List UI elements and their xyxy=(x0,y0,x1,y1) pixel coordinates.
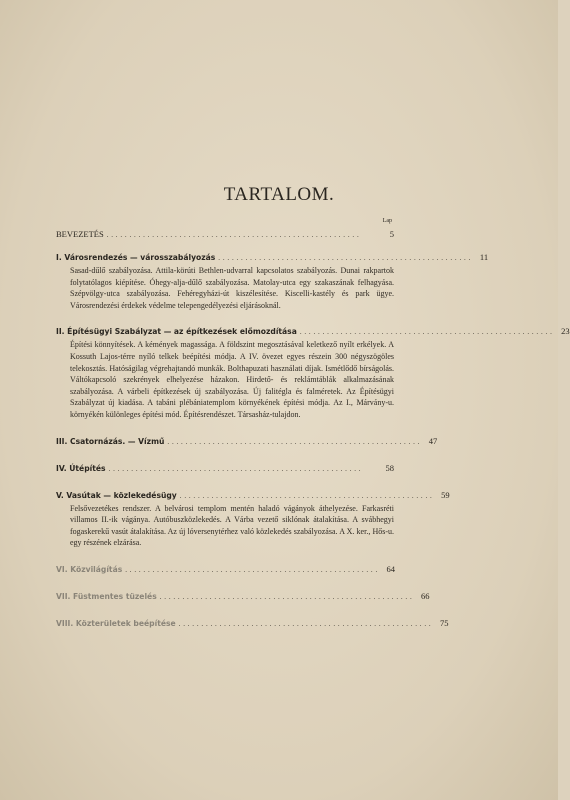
toc-entry-vasutak xyxy=(56,489,450,549)
dot-leader: ........................................................ xyxy=(179,491,435,500)
dot-leader: ........................................................ xyxy=(125,565,381,574)
toc-entry-label: VIII. Közterületek beépítése xyxy=(56,618,176,628)
toc-entry-varosrendezes xyxy=(56,251,489,311)
toc-entry-bevezetes xyxy=(56,228,394,241)
toc-entry-description: Építési könnyítések. A kémények magassága. A földszint megosztásával keletkező nyílt erkélyek. A Kossuth Lajos-térre nyíló telkek beépítési módja. A IV. övezet egyes részein 300 négyszögöles telekosztás. Hatóságilag végrehajtandó munkák. Bolthapuzati használati díjak. Ismétlődő bírságolás. Váltókapcsoló szekrények elhelyezése házakon. Hirdető- és reklámtáblák alkalmazásának szabályozása. A várbeli építkezések új szabályozása. Új falitégla és falméretek. Az Építésügyi Szabályzat új kiadása. A tabáni plébániatemplom környékének építési módja. Az I., Márvány-u. környékén különleges építési mód. Építésrendészet. Társasház-tulajdon. xyxy=(70,340,394,419)
toc-entry-description: Felsővezetékes rendszer. A belvárosi templom mentén haladó vágányok áthelyezése. Farkasréti villamos II.-ik vágánya. Autóbuszközlekedés. A Várba vezető siklónak átalakítása. A svábhegyi fogaskerekű vasút átalakítása. Az új lóversenytérhez való közlekedés szabályozása. A X. ker., Hős-u. egy részének elzárása. xyxy=(70,503,394,548)
toc-entry-kozteruletek xyxy=(56,617,449,630)
page-title: TARTALOM. xyxy=(223,184,335,205)
toc-entry-label: III. Csatornázás. — Vízmű xyxy=(56,436,165,446)
dot-leader: ........................................................ xyxy=(178,619,434,628)
toc-page-number: 66 xyxy=(421,590,430,601)
toc-page-number: 23 xyxy=(561,326,570,337)
toc-entry-label: IV. Útépítés xyxy=(56,463,106,473)
dot-leader: ........................................................ xyxy=(159,592,415,601)
toc-entry-label: VI. Közvilágítás xyxy=(56,564,123,574)
toc-entry-description: Sasad-dűlő szabályozása. Attila-körúti Bethlen-udvarral kapcsolatos szabályozás. Dunai rakpartok folytatólagos kiépítése. Óhegy-alja-dűlő szabályozása. Matolay-utca egy szakaszának felhagyása. Szépvölgy-utca szabályozása. Fehéregyházi-út kiszélesítése. Kiscelli-kastély és park ügye. Városrendezési érdekek védelme telepengedélyezési eljárásoknál. xyxy=(70,266,394,310)
toc-entry-label: I. Városrendezés — városszabályozás xyxy=(56,253,216,262)
toc-page-number: 64 xyxy=(386,563,396,574)
toc-page-number: 11 xyxy=(479,252,489,262)
toc-page-number: 5 xyxy=(389,229,394,239)
toc-entry-fustmentes xyxy=(56,590,430,603)
toc-entry-epitesugyi xyxy=(56,325,570,420)
table-of-contents xyxy=(56,228,570,636)
toc-entry-label: V. Vasútak — közlekedésügy xyxy=(56,490,177,500)
dot-leader: ........................................................ xyxy=(299,328,555,337)
page-column-label: Lap xyxy=(382,218,392,224)
dot-leader: ........................................................ xyxy=(108,464,364,473)
toc-entry-utepites xyxy=(56,462,394,475)
toc-entry-label: II. Építésügyi Szabályzat — az építkezések előmozdítása xyxy=(56,327,297,337)
toc-entry-label: BEVEZETÉS xyxy=(56,229,104,239)
toc-page-number: 75 xyxy=(439,617,449,628)
toc-entry-label: VII. Füstmentes tüzelés xyxy=(56,591,157,601)
toc-entry-kozvilagitas xyxy=(56,563,394,576)
toc-page-number: 58 xyxy=(385,462,394,473)
toc-page-number: 59 xyxy=(441,489,450,500)
toc-entry-csatornazas xyxy=(56,435,438,448)
toc-page-number: 47 xyxy=(428,435,438,446)
dot-leader: ........................................................ xyxy=(167,437,423,446)
dot-leader: ........................................................ xyxy=(106,231,362,239)
dot-leader: ........................................................ xyxy=(218,254,474,262)
